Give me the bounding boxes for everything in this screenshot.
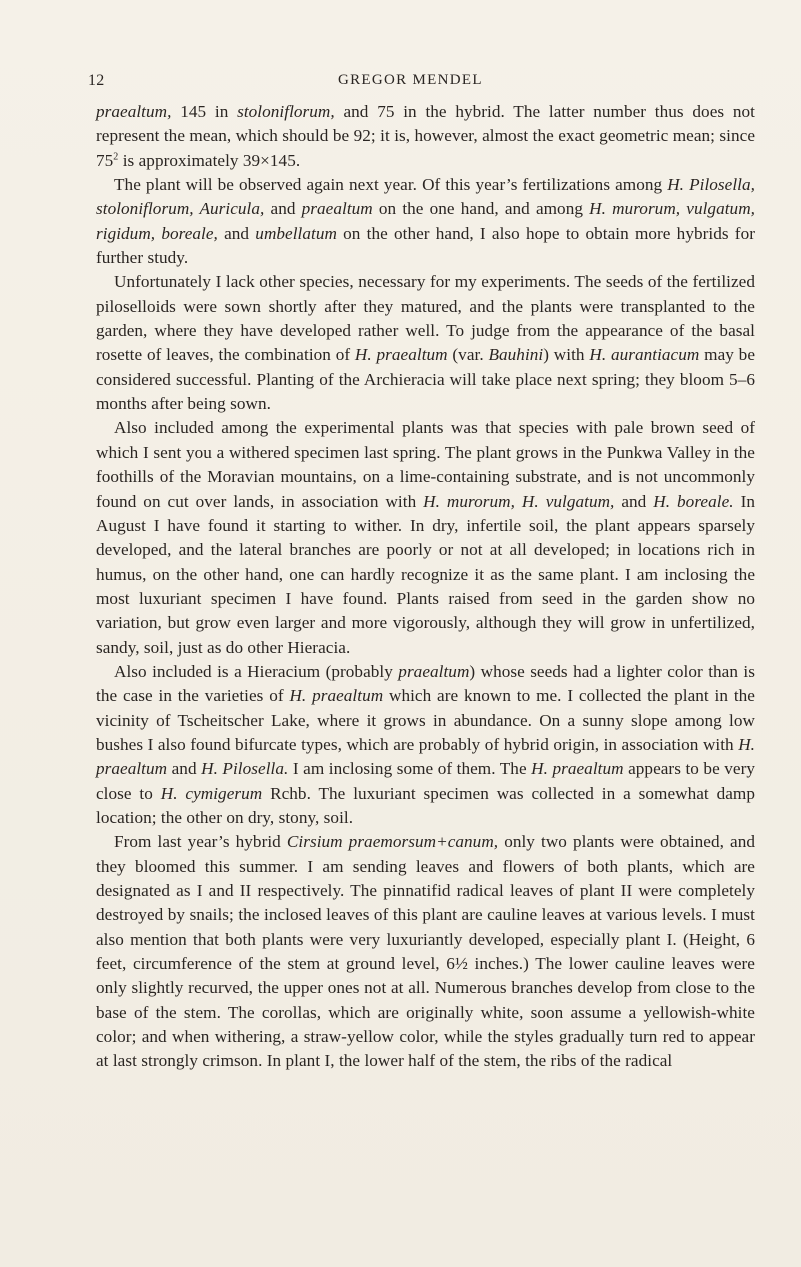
text-run: and (217, 223, 256, 243)
species-name: H. Pilosella. (201, 759, 289, 779)
text-run: Unfortunately I lack other species, necessary for my experiments. The seeds of the fertilized piloselloids were sown shortly after they matured, and the plants were transplanted to the garden, where they have developed rather well. To judge from the appearance of the basal rosette of leaves, the combination of (96, 272, 755, 365)
text-run: Rchb. The luxuriant specimen was collected in a somewhat damp location; the other on dry, stony, soil. (96, 783, 755, 827)
paragraph-6 (96, 830, 755, 1073)
text-run: and (614, 491, 654, 511)
text-run: The plant will be observed again next year. Of this year’s fertilizations among (114, 175, 668, 195)
text-run: and (264, 199, 302, 219)
text-run: 145 in (171, 102, 238, 121)
species-name: H. aurantiacum (589, 345, 700, 365)
text-run: In August I have found it starting to wither. In dry, infertile soil, the plant appears sparsely developed, and the lateral branches are poorly or not at all developed; in locations rich in humus, on the other hand, one can hardly recognize it as the same plant. I am inclosing the most luxuriant specimen I have found. Plants raised from seed in the garden show no variation, but grow even larger and more vigorously, although they will grow in unfertilized, sandy, soil, just as do other Hieracia. (96, 491, 755, 657)
species-name: H. murorum, vulgatum, rigidum, boreale, (96, 199, 755, 243)
text-run: Also included among the experimental plants was that species with pale brown seed of which I sent you a withered specimen last spring. The plant grows in the Punkwa Valley in the foothills of the Moravian mountains, on a lime-containing substrate, and is not uncommonly found on cut over lands, in association with (96, 418, 755, 511)
text-run: and (167, 759, 202, 779)
species-name: praealtum, (96, 102, 172, 121)
body-text (96, 100, 755, 1074)
text-run: appears to be very close to (96, 759, 756, 803)
species-name: Cirsium praemorsum+canum, (286, 832, 499, 852)
text-run: only two plants were obtained, and they bloomed this summer. I am sending leaves and flowers of both plants, which are designated as I and II respectively. The pinnatifid radical leaves of plant II were completely destroyed by snails; the inclosed leaves of this plant are cauline leaves at various levels. I must also mention that both plants were very luxuriantly developed, especially plant I. (Height, 6 feet, circumference of the stem at ground level, 6½ inches.) The lower cauline leaves were only slightly recurved, the upper ones not at all. Numerous branches develop from close to the base of the stem. The corollas, which are originally white, soon assume a yellowish-white color; and when withering, a straw-yellow color, while the styles gradually turn red to appear at last strongly crimson. In plant I, the lower half of the stem, the ribs of the radical (96, 832, 755, 1071)
paragraph-5 (96, 660, 755, 830)
text-run: is approximately 39×145. (118, 150, 301, 170)
paragraph-2 (96, 173, 755, 270)
running-head: GREGOR MENDEL (338, 72, 483, 88)
species-name: H. praealtum (96, 734, 755, 779)
page-number: 12 (88, 72, 105, 89)
species-name: H. praealtum (354, 345, 448, 365)
page-header (88, 72, 755, 96)
text-run: I am inclosing some of them. The (288, 759, 532, 779)
species-name: praealtum (398, 661, 470, 681)
superscript: 2 (113, 150, 119, 162)
paragraph-3 (96, 270, 755, 416)
species-name: H. praealtum (531, 759, 624, 779)
text-run: on the one hand, and among (372, 199, 590, 219)
text-run: which are known to me. I collected the plant in the vicinity of Tscheitscher Lake, where it grows in abundance. On a sunny slope among low bushes I also found bifurcate types, which are probably of hybrid origin, in association with (96, 686, 755, 754)
species-name: H. murorum, H. vulgatum, (423, 491, 615, 511)
species-name: H. boreale. (653, 491, 734, 511)
text-run: ) with (543, 345, 590, 365)
species-name: stoloniflorum, (237, 102, 335, 121)
text-run: (var. (447, 345, 489, 365)
species-name: H. cymigerum (160, 783, 263, 803)
species-name: H. praealtum (289, 686, 384, 706)
species-name: H. Pilosella, stoloniflorum, Auricula, (96, 175, 755, 219)
text-run: From last year’s hybrid (114, 832, 287, 852)
paragraph-1 (96, 100, 755, 173)
paragraph-4 (96, 416, 755, 659)
species-name: Bauhini (488, 345, 544, 365)
text-run: ) whose seeds had a lighter color than is the case in the varieties of (96, 661, 755, 706)
species-name: umbellatum (255, 223, 337, 243)
species-name: praealtum (301, 199, 373, 219)
text-run: on the other hand, I also hope to obtain more hybrids for further study. (96, 223, 755, 268)
text-run: and 75 in the hybrid. The latter number thus does not represent the mean, which should be 92; it is, however, almost the exact geometric mean; since 75 (96, 102, 755, 170)
text-run: Also included is a Hieracium (probably (114, 661, 399, 681)
text-run: may be considered successful. Planting of the Archieracia will take place next spring; they bloom 5–6 months after being sown. (96, 345, 755, 414)
